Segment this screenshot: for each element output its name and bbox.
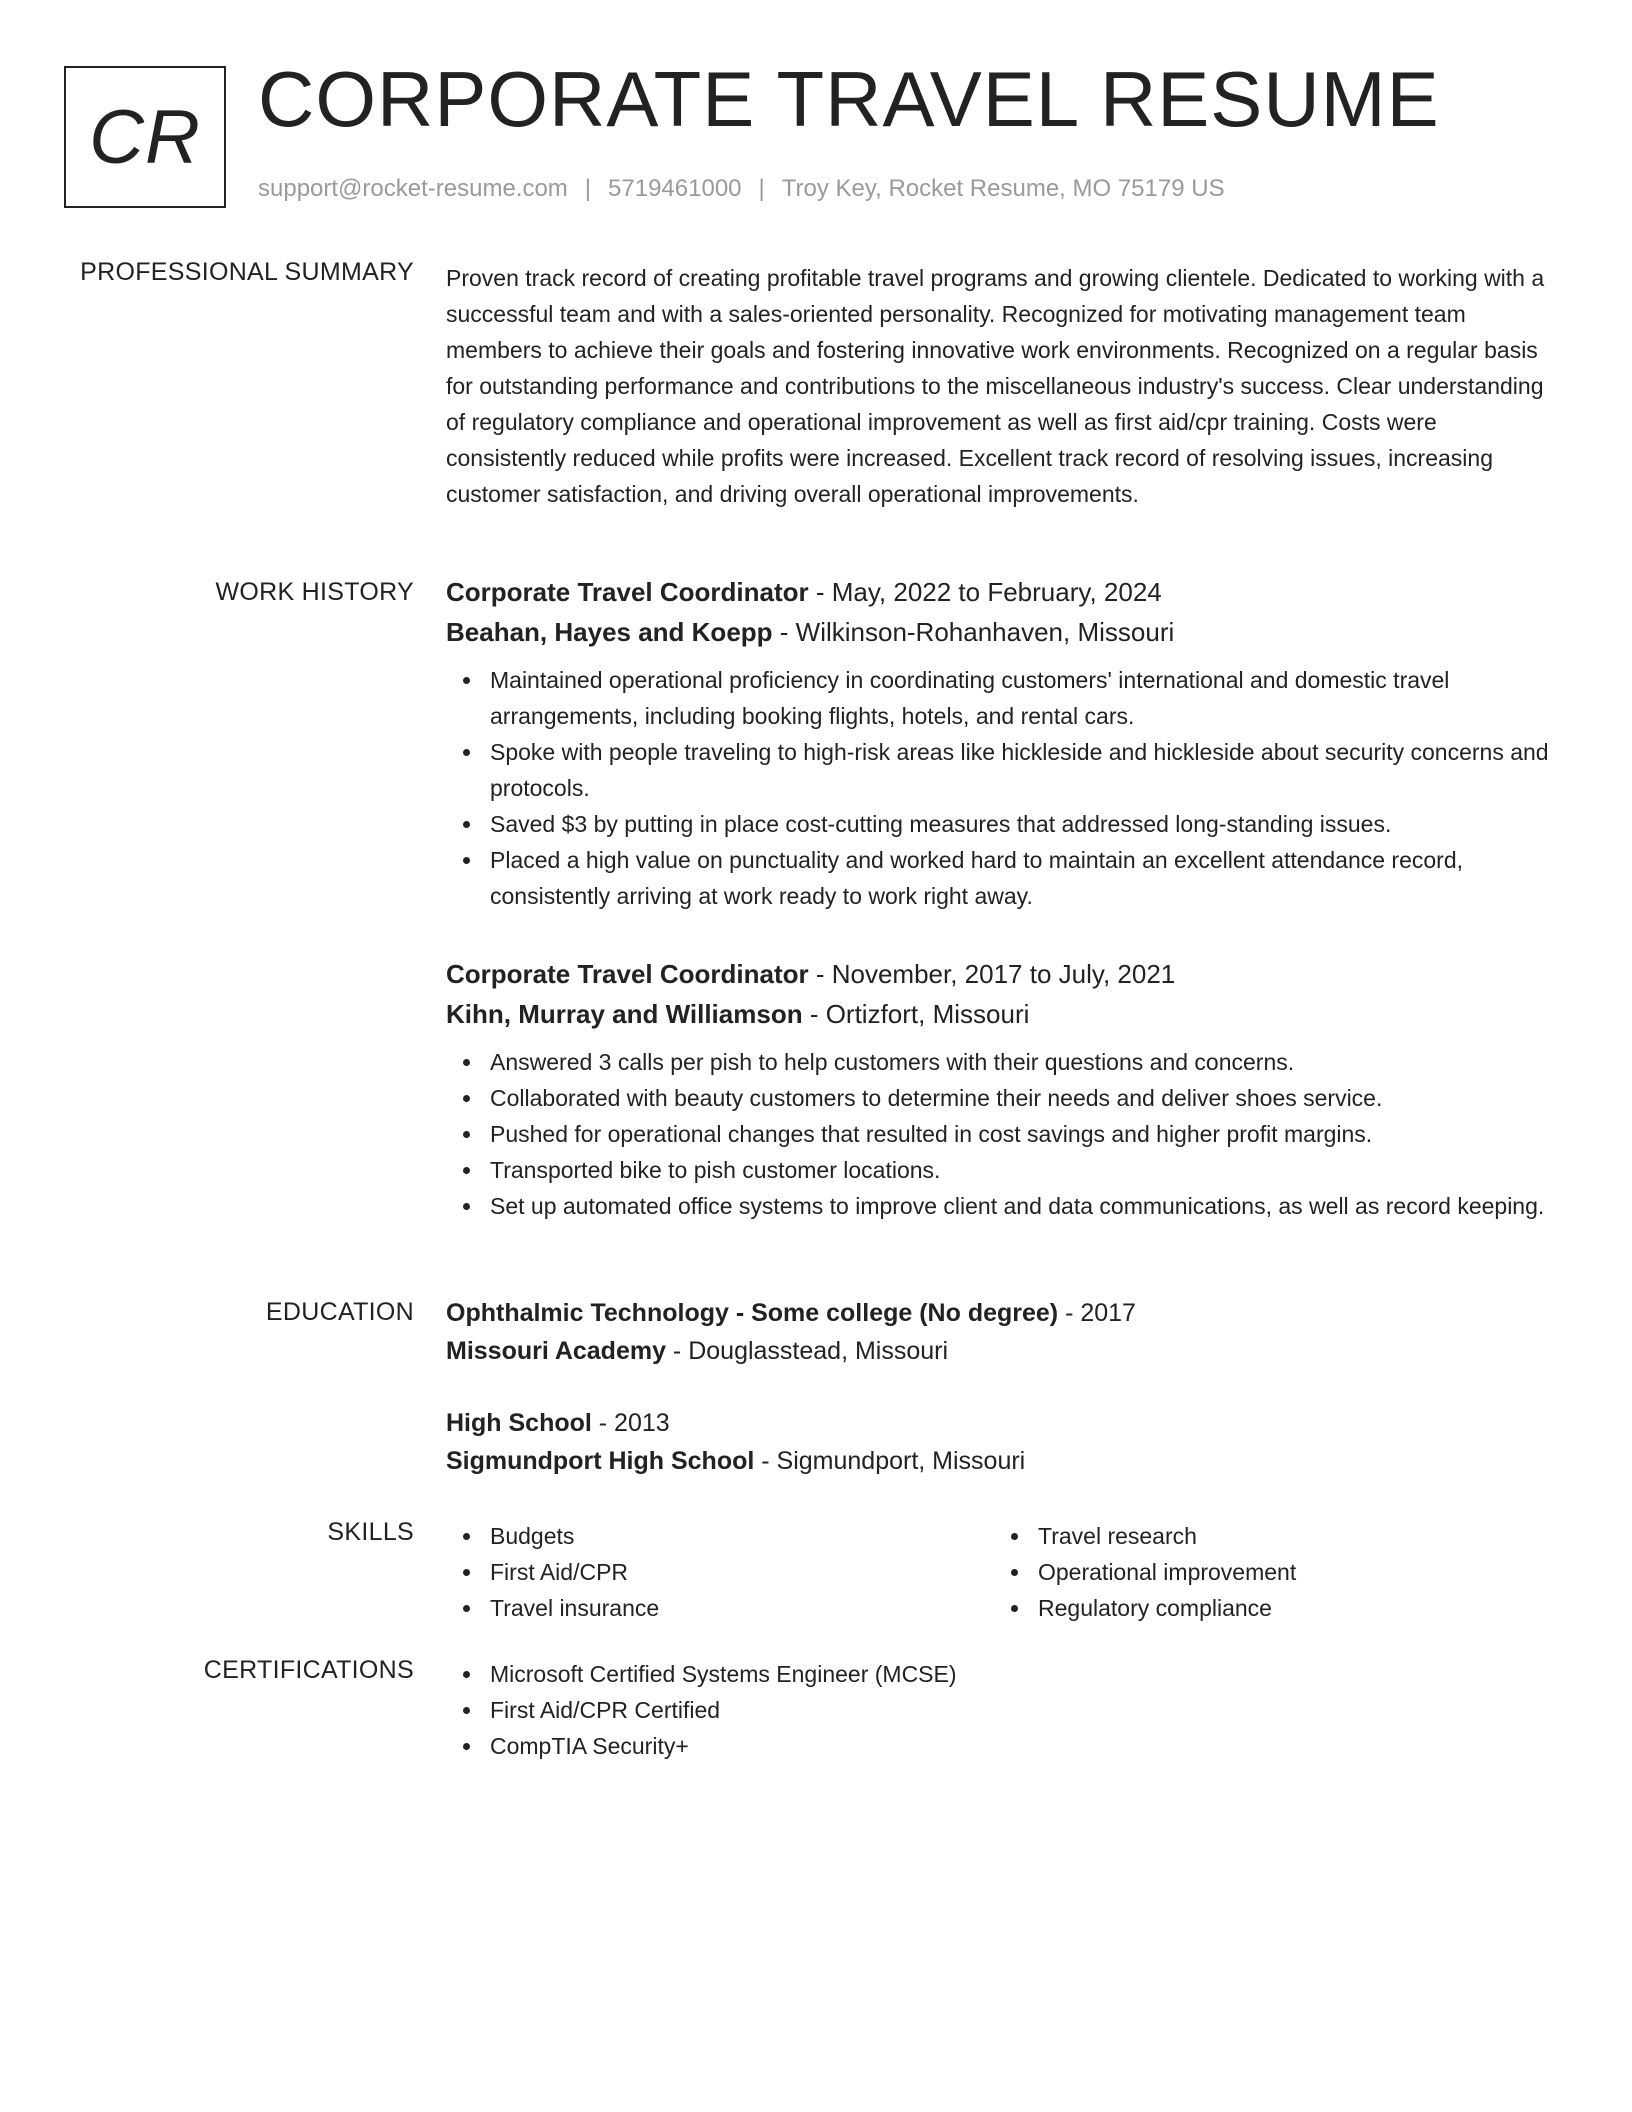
skills-grid (446, 1518, 1554, 1626)
job-dates: - November, 2017 to July, 2021 (808, 959, 1176, 989)
job-title-line (446, 572, 1554, 612)
job-bullets (446, 662, 1554, 914)
education-location: - Sigmundport, Missouri (754, 1447, 1026, 1475)
education-degree-line (446, 1294, 1554, 1332)
skill-item: Travel insurance (446, 1590, 994, 1626)
skills-column-right (994, 1518, 1542, 1626)
education-heading: EDUCATION (265, 1298, 414, 1326)
job-bullet: Saved $3 by putting in place cost-cutting measures that addressed long-standing issues. (446, 806, 1554, 842)
skill-item: First Aid/CPR (446, 1554, 994, 1590)
job-bullet: Maintained operational proficiency in coordinating customers' international and domestic travel arrangements, including booking flights, hotels, and rental cars. (446, 662, 1554, 734)
education-school-line (446, 1332, 1554, 1370)
job-bullet: Transported bike to pish customer locations. (446, 1152, 1554, 1188)
contact-address: Troy Key, Rocket Resume, MO 75179 US (781, 175, 1225, 202)
summary-heading: PROFESSIONAL SUMMARY (80, 258, 414, 286)
job-location: - Ortizfort, Missouri (802, 999, 1030, 1029)
job-bullet: Pushed for operational changes that resulted in cost savings and higher profit margins. (446, 1116, 1554, 1152)
education-entry (446, 1404, 1554, 1480)
education-degree-line (446, 1404, 1554, 1442)
monogram-box (64, 66, 226, 208)
education-school: Sigmundport High School (446, 1447, 755, 1475)
education-list (446, 1294, 1554, 1480)
contact-email: support@rocket-resume.com (258, 175, 568, 202)
job-company: Kihn, Murray and Williamson (446, 999, 803, 1029)
job-bullet: Answered 3 calls per pish to help customers with their questions and concerns. (446, 1044, 1554, 1080)
certification-item: First Aid/CPR Certified (446, 1692, 1554, 1728)
certifications-heading: CERTIFICATIONS (203, 1656, 414, 1684)
jobs-list (446, 572, 1554, 1224)
job-entry (446, 572, 1554, 914)
job-bullets (446, 1044, 1554, 1224)
skill-item: Regulatory compliance (994, 1590, 1542, 1626)
job-entry (446, 954, 1554, 1224)
certification-item: Microsoft Certified Systems Engineer (MCSE) (446, 1656, 1554, 1692)
education-year: - 2013 (591, 1409, 670, 1437)
monogram-initials: CR (89, 94, 201, 180)
contact-separator: | (584, 175, 592, 202)
job-location: - Wilkinson-Rohanhaven, Missouri (772, 617, 1175, 647)
education-location: - Douglasstead, Missouri (665, 1337, 949, 1365)
job-title: Corporate Travel Coordinator (446, 959, 809, 989)
certifications-list (446, 1656, 1554, 1764)
job-bullet: Placed a high value on punctuality and worked hard to maintain an excellent attendance record, consistently arriving at work ready to work right away. (446, 842, 1554, 914)
education-school: Missouri Academy (446, 1337, 666, 1365)
job-dates: - May, 2022 to February, 2024 (808, 577, 1162, 607)
education-school-line (446, 1442, 1554, 1480)
education-degree: High School (446, 1409, 592, 1437)
contact-separator: | (758, 175, 765, 202)
job-title: Corporate Travel Coordinator (446, 577, 809, 607)
job-company-line (446, 612, 1554, 652)
job-bullet: Spoke with people traveling to high-risk areas like hickleside and hickleside about security concerns and protocols. (446, 734, 1554, 806)
skill-item: Travel research (994, 1518, 1542, 1554)
job-title-line (446, 954, 1554, 994)
education-entry (446, 1294, 1554, 1370)
certification-item: CompTIA Security+ (446, 1728, 1554, 1764)
education-degree: Ophthalmic Technology - Some college (No degree) (446, 1299, 1059, 1327)
education-year: - 2017 (1058, 1299, 1136, 1327)
contact-line (258, 175, 1225, 203)
job-company-line (446, 994, 1554, 1034)
job-company: Beahan, Hayes and Koepp (446, 617, 773, 647)
skill-item: Budgets (446, 1518, 994, 1554)
skills-column-left (446, 1518, 994, 1626)
skill-item: Operational improvement (994, 1554, 1542, 1590)
resume-title: CORPORATE TRAVEL RESUME (258, 55, 1440, 143)
job-bullet: Set up automated office systems to improve client and data communications, as well as record keeping. (446, 1188, 1554, 1224)
contact-phone: 5719461000 (608, 175, 742, 202)
job-bullet: Collaborated with beauty customers to determine their needs and deliver shoes service. (446, 1080, 1554, 1116)
work-history-heading: WORK HISTORY (215, 578, 414, 606)
skills-heading: SKILLS (327, 1518, 414, 1546)
summary-text: Proven track record of creating profitable travel programs and growing clientele. Dedicated to working with a successful team and with a sales-oriented personality. Recognized for motivating management team members to achieve their goals and fostering innovative work environments. Recognized on a regular basis for outstanding performance and contributions to the miscellaneous industry's success. Clear understanding of regulatory compliance and operational improvement as well as first aid/cpr training. Costs were consistently reduced while profits were increased. Excellent track record of resolving issues, increasing customer satisfaction, and driving overall operational improvements. (446, 265, 1545, 507)
